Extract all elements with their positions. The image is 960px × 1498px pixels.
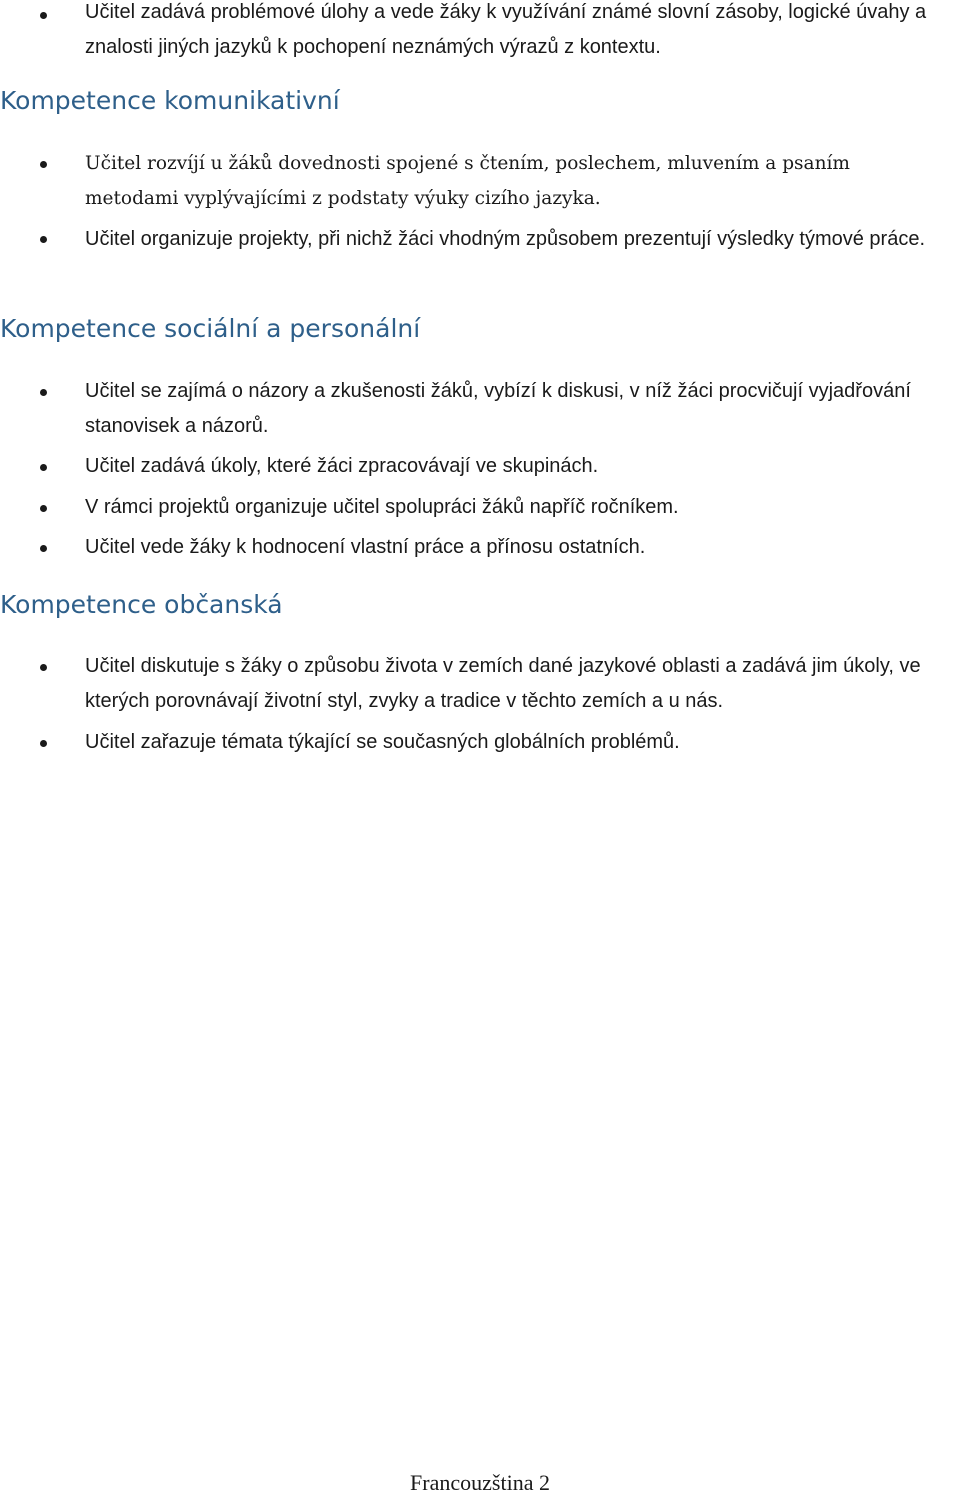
bullet-icon [40, 236, 47, 243]
list-item-text: Učitel zadává úkoly, které žáci zpracovávají ve skupinách. [85, 455, 599, 477]
section-heading-komunikativni: Kompetence komunikativní [0, 86, 340, 115]
section-heading-obcanska: Kompetence občanská [0, 590, 283, 619]
list-item-text: Učitel diskutuje s žáky o způsobu života v zemích dané jazykové oblasti a zadává jim úkoly, ve kterých porovnávají životní styl, zvyky a tradice v těchto zemích a u nás. [85, 655, 921, 712]
bullet-icon [40, 464, 47, 471]
list-item-text: Učitel rozvíjí u žáků dovednosti spojené s čtením, poslechem, mluvením a psaním metodami vyplývajícími z podstaty výuky cizího jazyka. [85, 153, 850, 209]
bullet-icon [40, 740, 47, 747]
list-item-text: V rámci projektů organizuje učitel spolupráci žáků napříč ročníkem. [85, 496, 679, 518]
bullet-icon [40, 12, 47, 19]
list-item-text: Učitel zadává problémové úlohy a vede žáky k využívání známé slovní zásoby, logické úvahy a znalosti jiných jazyků k pochopení neznámých výrazů z kontextu. [85, 1, 927, 58]
list-item-text: Učitel organizuje projekty, při nichž žáci vhodným způsobem prezentují výsledky týmové práce. [85, 228, 925, 250]
bullet-icon [40, 389, 47, 396]
bullet-icon [40, 161, 47, 168]
bullet-icon [40, 505, 47, 512]
list-item-text: Učitel se zajímá o názory a zkušenosti žáků, vybízí k diskusi, v níž žáci procvičují vyjadřování stanovisek a názorů. [85, 380, 911, 437]
section-heading-socialni-personalni: Kompetence sociální a personální [0, 314, 421, 343]
page-footer: Francouzština 2 [410, 1470, 550, 1495]
list-item-text: Učitel zařazuje témata týkající se současných globálních problémů. [85, 731, 680, 753]
bullet-icon [40, 545, 47, 552]
list-item-text: Učitel vede žáky k hodnocení vlastní práce a přínosu ostatních. [85, 536, 646, 558]
bullet-icon [40, 664, 47, 671]
